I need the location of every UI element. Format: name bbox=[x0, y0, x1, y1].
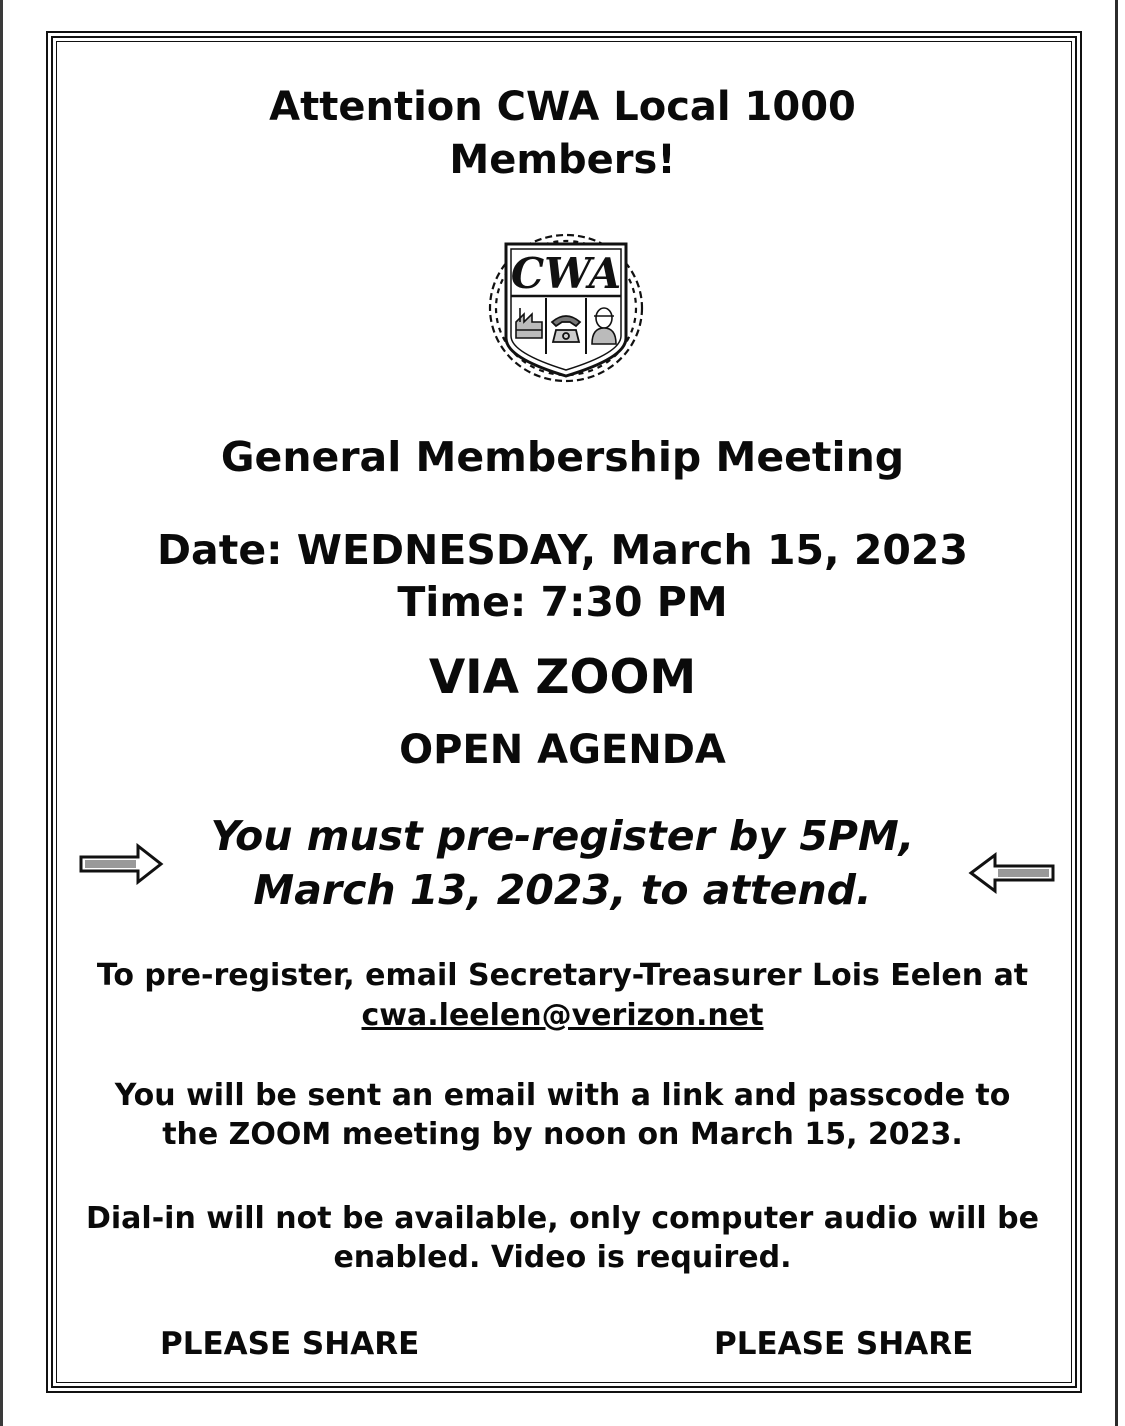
preregister-deadline-line-2: March 13, 2023, to attend. bbox=[253, 866, 872, 914]
zoom-link-notice-line-2: the ZOOM meeting by noon on March 15, 2023. bbox=[162, 1117, 963, 1152]
headline-line-2: Members! bbox=[449, 137, 676, 183]
scan-edge-left bbox=[0, 0, 3, 1426]
meeting-agenda: OPEN AGENDA bbox=[399, 727, 726, 773]
preregister-deadline-line-1: You must pre-register by 5PM, bbox=[210, 812, 915, 860]
meeting-date: Date: WEDNESDAY, March 15, 2023 bbox=[157, 526, 968, 574]
preregister-instructions: To pre-register, email Secretary-Treasurer Lois Eelen at bbox=[96, 958, 1029, 993]
cwa-union-seal-icon bbox=[484, 226, 648, 388]
meeting-title: General Membership Meeting bbox=[220, 433, 905, 481]
please-share-right: PLEASE SHARE bbox=[714, 1326, 974, 1362]
zoom-link-notice-line-1: You will be sent an email with a link and passcode to bbox=[114, 1078, 1011, 1113]
meeting-time: Time: 7:30 PM bbox=[397, 578, 728, 626]
meeting-venue: VIA ZOOM bbox=[428, 650, 697, 705]
logo-text: CWA bbox=[510, 249, 622, 298]
audio-notice-line-2: enabled. Video is required. bbox=[333, 1240, 792, 1275]
scan-edge-right bbox=[1111, 0, 1125, 1426]
contact-email-link[interactable]: cwa.leelen@verizon.net bbox=[361, 998, 764, 1033]
please-share-left: PLEASE SHARE bbox=[160, 1326, 420, 1362]
audio-notice-line-1: Dial-in will not be available, only computer audio will be bbox=[86, 1201, 1039, 1236]
headline-line-1: Attention CWA Local 1000 bbox=[269, 84, 856, 130]
